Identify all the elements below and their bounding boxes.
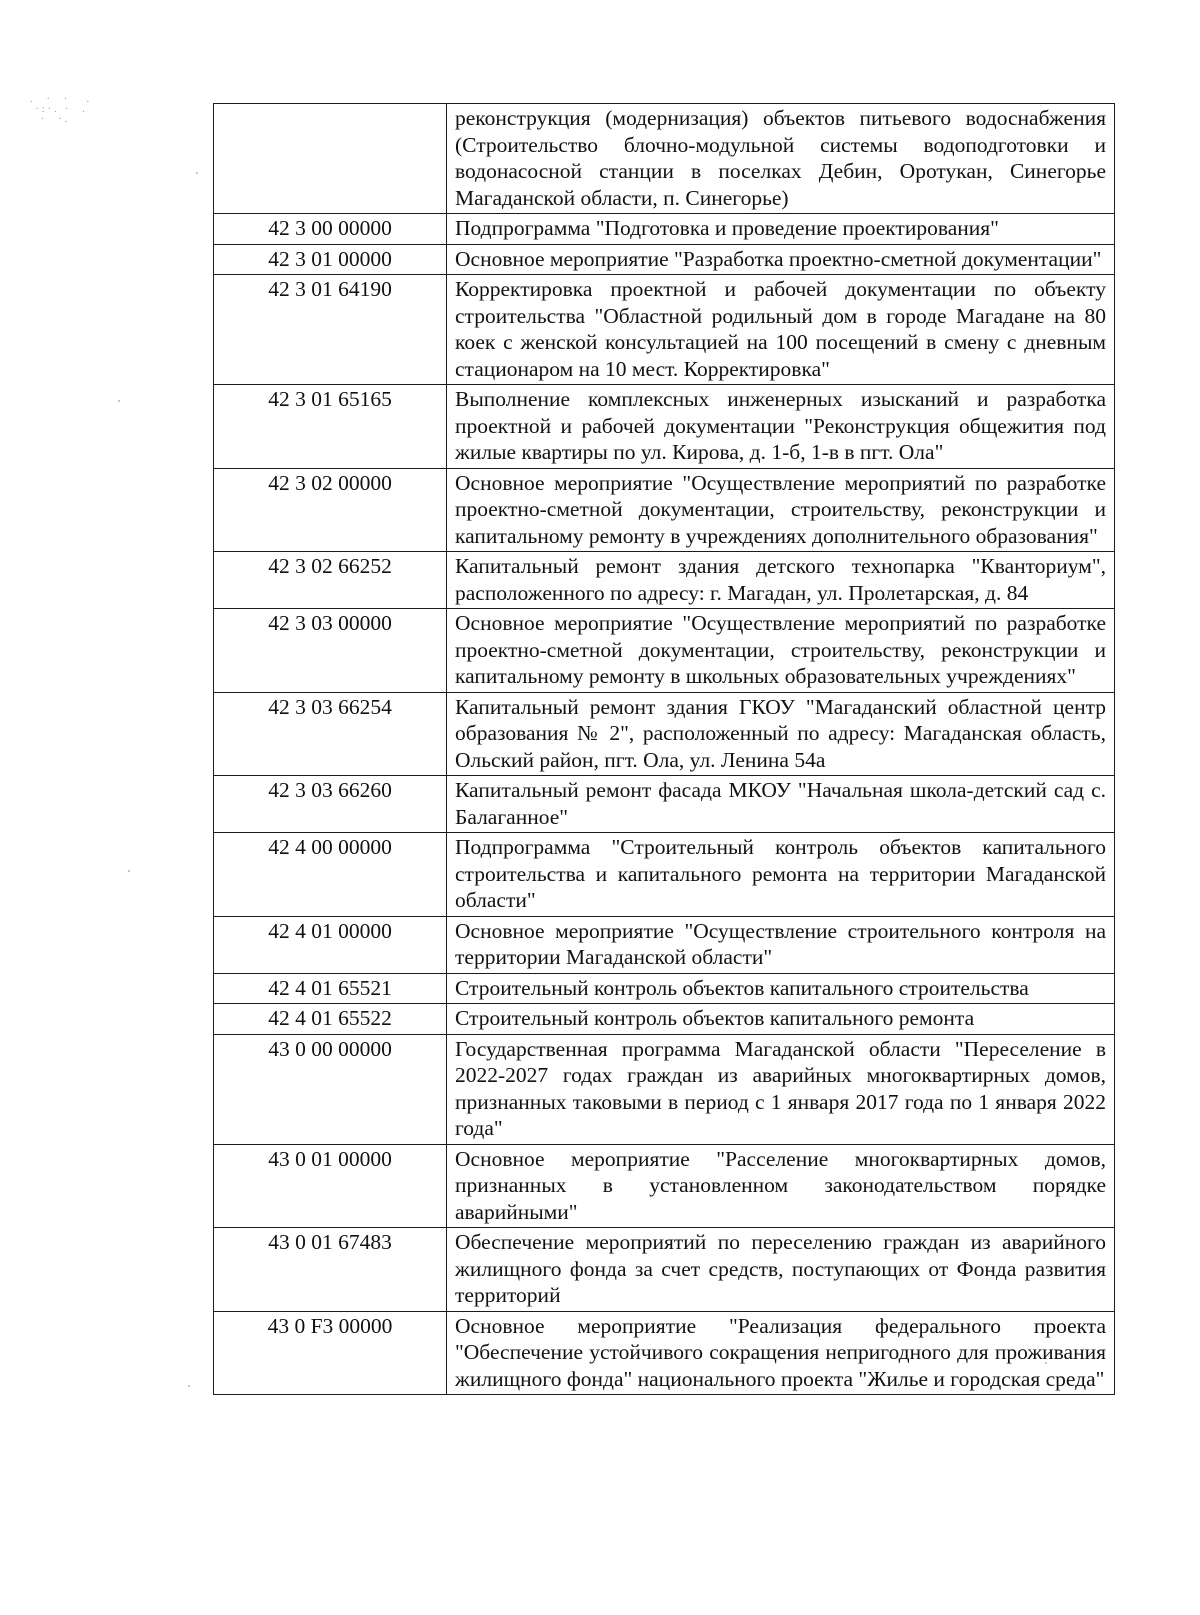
code-cell: 42 4 01 65522 — [214, 1004, 447, 1035]
description-cell: Основное мероприятие "Расселение многоквартирных домов, признанных в установленном законодательством порядке аварийными" — [447, 1144, 1115, 1228]
budget-classification-table — [213, 103, 1115, 1395]
code-cell: 42 3 00 00000 — [214, 214, 447, 245]
code-cell: 42 3 03 66260 — [214, 776, 447, 833]
table-row — [214, 609, 1115, 693]
table-row — [214, 692, 1115, 776]
scan-artifact: . · · . ·:·. · . · ·. — [30, 94, 93, 125]
code-cell: 42 4 01 00000 — [214, 916, 447, 973]
code-cell: 42 3 02 00000 — [214, 468, 447, 552]
description-cell: Обеспечение мероприятий по переселению граждан из аварийного жилищного фонда за счет средств, поступающих от Фонда развития территорий — [447, 1228, 1115, 1312]
table-row — [214, 1144, 1115, 1228]
table-row — [214, 468, 1115, 552]
table-row — [214, 833, 1115, 917]
description-cell: Основное мероприятие "Реализация федерального проекта "Обеспечение устойчивого сокращения непригодного для проживания жилищного фонда" национального проекта "Жилье и городская среда" — [447, 1311, 1115, 1395]
table-row — [214, 776, 1115, 833]
table-row — [214, 973, 1115, 1004]
table-row — [214, 244, 1115, 275]
table-row — [214, 1311, 1115, 1395]
code-cell: 42 3 01 64190 — [214, 275, 447, 385]
scan-dot — [128, 870, 130, 872]
description-cell: Основное мероприятие "Осуществление строительного контроля на территории Магаданской области" — [447, 916, 1115, 973]
table-row — [214, 214, 1115, 245]
description-cell: Подпрограмма "Подготовка и проведение проектирования" — [447, 214, 1115, 245]
code-cell: 42 4 01 65521 — [214, 973, 447, 1004]
table-row — [214, 552, 1115, 609]
description-cell: Основное мероприятие "Осуществление мероприятий по разработке проектно-сметной документации, строительству, реконструкции и капитальному ремонту в школьных образовательных учреждениях" — [447, 609, 1115, 693]
description-cell: Основное мероприятие "Осуществление мероприятий по разработке проектно-сметной документации, строительству, реконструкции и капитальному ремонту в учреждениях дополнительного образования" — [447, 468, 1115, 552]
code-cell: 42 3 03 66254 — [214, 692, 447, 776]
code-cell: 43 0 01 67483 — [214, 1228, 447, 1312]
description-cell: Капитальный ремонт здания ГКОУ "Магаданский областной центр образования № 2", расположенный по адресу: Магаданская область, Ольский район, пгт. Ола, ул. Ленина 54а — [447, 692, 1115, 776]
scan-dot — [188, 1385, 190, 1387]
description-cell: Строительный контроль объектов капитального строительства — [447, 973, 1115, 1004]
description-cell: Основное мероприятие "Разработка проектно-сметной документации" — [447, 244, 1115, 275]
code-cell: 42 4 00 00000 — [214, 833, 447, 917]
code-cell: 42 3 01 65165 — [214, 385, 447, 469]
scan-dot — [196, 172, 198, 174]
table-row — [214, 1034, 1115, 1144]
table-row — [214, 916, 1115, 973]
description-cell: Строительный контроль объектов капитального ремонта — [447, 1004, 1115, 1035]
description-cell: Подпрограмма "Строительный контроль объектов капитального строительства и капитального ремонта на территории Магаданской области" — [447, 833, 1115, 917]
description-cell: Капитальный ремонт фасада МКОУ "Начальная школа-детский сад с. Балаганное" — [447, 776, 1115, 833]
scan-dot — [118, 400, 120, 402]
description-cell: Капитальный ремонт здания детского технопарка "Кванториум", расположенного по адресу: г. Магадан, ул. Пролетарская, д. 84 — [447, 552, 1115, 609]
code-cell: 42 3 01 00000 — [214, 244, 447, 275]
description-cell: Корректировка проектной и рабочей документации по объекту строительства "Областной родильный дом в городе Магадане на 80 коек с женской консультацией на 100 посещений в смену с дневным стационаром на 10 мест. Корректировка" — [447, 275, 1115, 385]
table-row — [214, 385, 1115, 469]
table-row — [214, 1228, 1115, 1312]
description-cell: Государственная программа Магаданской области "Переселение в 2022-2027 годах граждан из аварийных многоквартирных домов, признанных таковыми в период с 1 января 2017 года по 1 января 2022 года" — [447, 1034, 1115, 1144]
description-cell: Выполнение комплексных инженерных изысканий и разработка проектной и рабочей документации "Реконструкция общежития под жилые квартиры по ул. Кирова, д. 1-б, 1-в в пгт. Ола" — [447, 385, 1115, 469]
table-row — [214, 1004, 1115, 1035]
code-cell: 43 0 01 00000 — [214, 1144, 447, 1228]
code-cell: 42 3 03 00000 — [214, 609, 447, 693]
code-cell: 43 0 F3 00000 — [214, 1311, 447, 1395]
code-cell — [214, 104, 447, 214]
table-row — [214, 104, 1115, 214]
description-cell: реконструкция (модернизация) объектов питьевого водоснабжения (Строительство блочно-модульной системы водоподготовки и водонасосной станции в поселках Дебин, Оротукан, Синегорье Магаданской области, п. Синегорье) — [447, 104, 1115, 214]
code-cell: 42 3 02 66252 — [214, 552, 447, 609]
code-cell: 43 0 00 00000 — [214, 1034, 447, 1144]
table-row — [214, 275, 1115, 385]
